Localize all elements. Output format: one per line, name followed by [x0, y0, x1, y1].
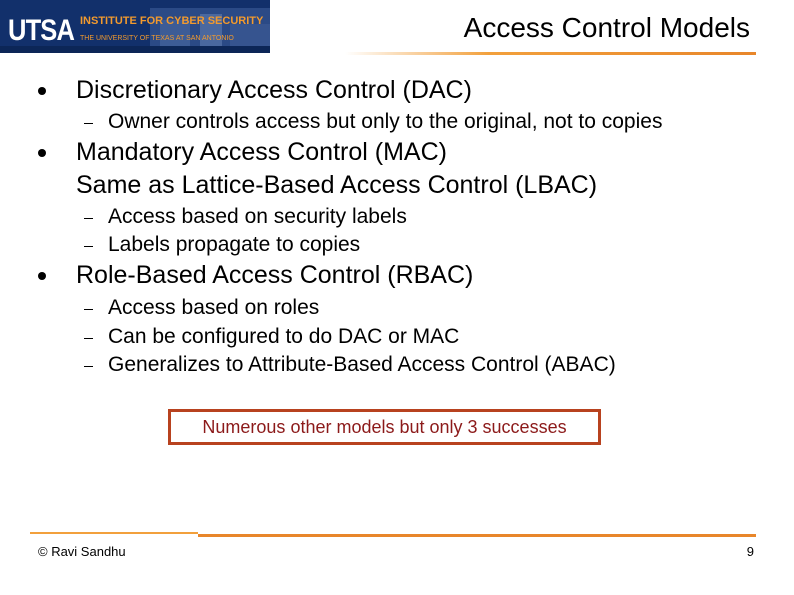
utsa-logo: [0, 0, 270, 53]
footer-copyright: © Ravi Sandhu: [38, 544, 126, 559]
sub-bullet-dash: [84, 338, 93, 339]
callout-box: [168, 409, 601, 445]
slide-title: Access Control Models: [463, 12, 750, 43]
title-underline: [345, 52, 756, 55]
bullet-mac-line2: Same as Lattice-Based Access Control (LBAC): [76, 171, 598, 199]
bullet-rbac: Role-Based Access Control (RBAC): [76, 261, 474, 289]
sub-bullet-mac-labels: Access based on security labels: [108, 205, 407, 228]
footer-rule-right: [198, 534, 756, 537]
callout-text: Numerous other models but only 3 successes: [202, 416, 567, 437]
footer-rule-left: [30, 532, 198, 534]
sub-bullet-dash: [84, 366, 93, 367]
logo-wordmark: UTSA: [8, 14, 75, 47]
logo-university-name: THE UNIVERSITY OF TEXAS AT SAN ANTONIO: [80, 35, 234, 42]
sub-bullet-rbac-roles: Access based on roles: [108, 296, 320, 319]
sub-bullet-rbac-abac: Generalizes to Attribute-Based Access Control (ABAC): [108, 353, 616, 376]
sub-bullet-dash: [84, 218, 93, 219]
logo-institute-name: INSTITUTE FOR CYBER SECURITY: [80, 15, 264, 27]
sub-bullet-dash: [84, 246, 93, 247]
sub-bullet-dash: [84, 309, 93, 310]
page-number: 9: [746, 544, 754, 559]
sub-bullet-dash: [84, 123, 93, 124]
bullet-mac: Mandatory Access Control (MAC): [76, 138, 447, 166]
bullet-dot: [38, 272, 46, 280]
sub-bullet-dac-owner: Owner controls access but only to the original, not to copies: [108, 110, 663, 133]
sub-bullet-rbac-configured: Can be configured to do DAC or MAC: [108, 325, 460, 348]
bullet-dot: [38, 87, 46, 95]
bullet-dac: Discretionary Access Control (DAC): [76, 76, 472, 104]
bullet-dot: [38, 149, 46, 157]
sub-bullet-mac-propagate: Labels propagate to copies: [108, 233, 361, 256]
